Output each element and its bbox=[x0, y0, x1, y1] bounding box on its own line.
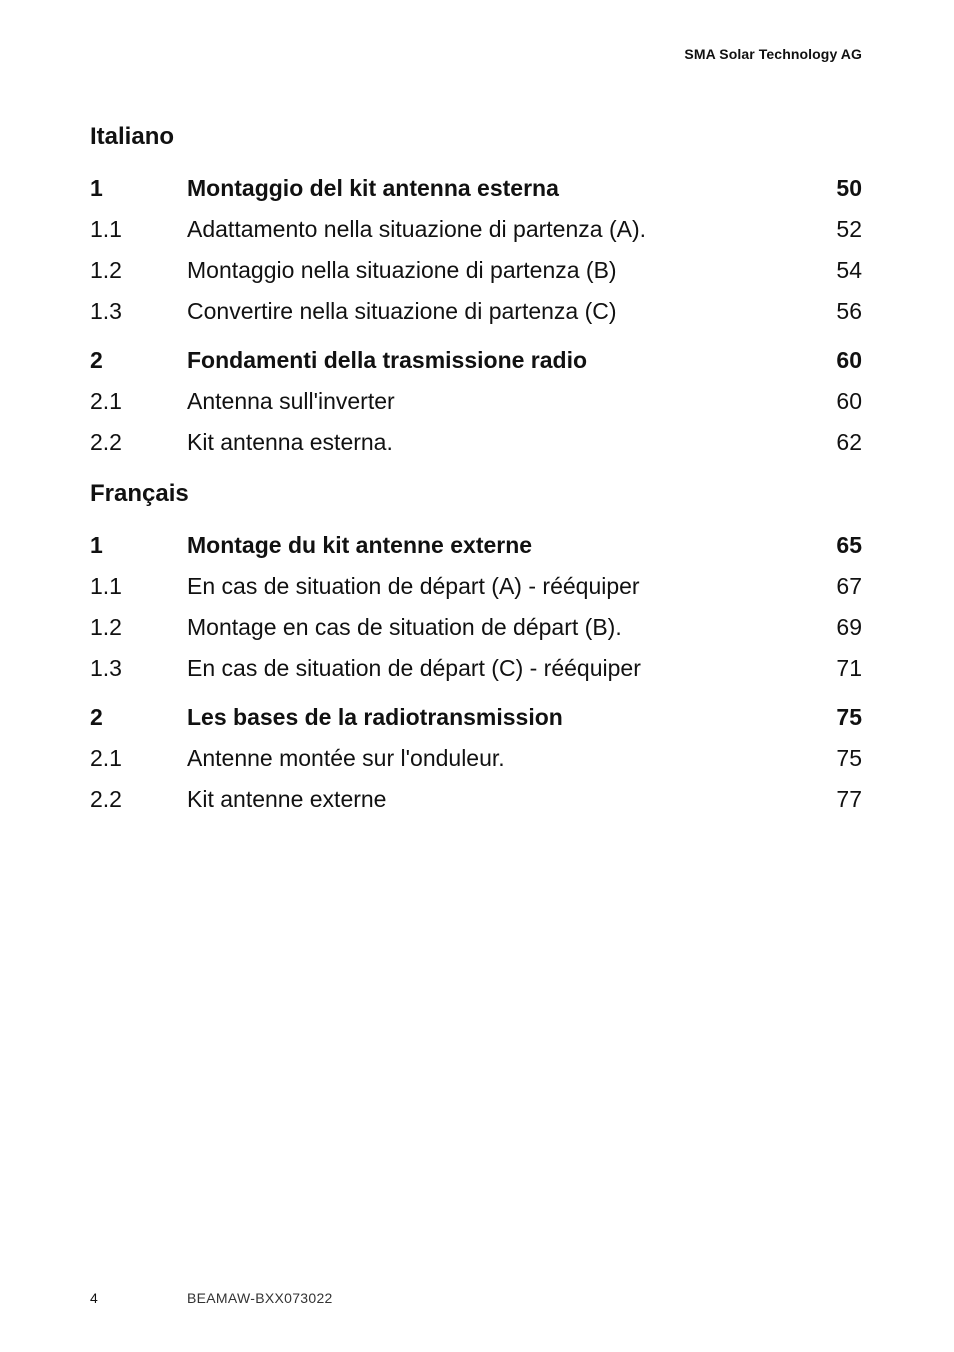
toc-entry-title: En cas de situation de départ (A) - rééquiper bbox=[187, 573, 640, 599]
toc-entry-page: 75 bbox=[836, 704, 862, 730]
toc-entry[interactable] bbox=[90, 209, 862, 250]
toc-entry-title: Montage en cas de situation de départ (B). bbox=[187, 614, 622, 640]
toc-entry-title: Montage du kit antenne externe bbox=[187, 532, 533, 558]
toc-entry-title: Antenne montée sur l'onduleur. bbox=[187, 745, 505, 771]
toc-entry-number: 1 bbox=[90, 175, 103, 201]
toc-entry[interactable] bbox=[90, 738, 862, 779]
toc-entry-page: 67 bbox=[836, 573, 862, 599]
toc-entry-page: 75 bbox=[836, 745, 862, 771]
toc-entry-number: 1.3 bbox=[90, 298, 122, 324]
toc-entry-title: Fondamenti della trasmissione radio bbox=[187, 347, 588, 373]
toc-entry-page: 60 bbox=[836, 388, 862, 414]
toc-entry-number: 1 bbox=[90, 532, 103, 558]
toc-entry-number: 1.3 bbox=[90, 655, 122, 681]
toc-entry-number: 2.2 bbox=[90, 429, 122, 455]
toc-entry-title: Adattamento nella situazione di partenza (A). bbox=[187, 216, 646, 242]
toc-entry[interactable] bbox=[90, 168, 862, 209]
toc-entry-title: Convertire nella situazione di partenza (C) bbox=[187, 298, 617, 324]
toc-entry-number: 2 bbox=[90, 347, 103, 373]
toc-entry-page: 50 bbox=[836, 175, 862, 201]
toc-entry-number: 1.2 bbox=[90, 257, 122, 283]
toc-entry-title: Montaggio nella situazione di partenza (B) bbox=[187, 257, 617, 283]
toc-entry-title: En cas de situation de départ (C) - rééquiper bbox=[187, 655, 641, 681]
toc-entry-number: 2.2 bbox=[90, 786, 122, 812]
footer-document-code: BEAMAW-BXX073022 bbox=[187, 1290, 333, 1306]
footer-page-number: 4 bbox=[90, 1290, 98, 1306]
toc-entry-number: 1.1 bbox=[90, 573, 122, 599]
toc-entry-page: 69 bbox=[836, 614, 862, 640]
toc-entry-page: 52 bbox=[836, 216, 862, 242]
toc-entry-page: 56 bbox=[836, 298, 862, 324]
toc-entry[interactable] bbox=[90, 697, 862, 738]
toc-entry[interactable] bbox=[90, 340, 862, 381]
toc-entry-title: Kit antenna esterna. bbox=[187, 429, 393, 455]
section-heading-italiano: Italiano bbox=[90, 123, 175, 150]
toc-entry-page: 54 bbox=[836, 257, 862, 283]
toc-entry-page: 60 bbox=[836, 347, 862, 373]
table-of-contents bbox=[90, 118, 862, 820]
toc-entry-title: Montaggio del kit antenna esterna bbox=[187, 175, 559, 201]
toc-entry-title: Les bases de la radiotransmission bbox=[187, 704, 563, 730]
toc-entry[interactable] bbox=[90, 607, 862, 648]
toc-entry-title: Kit antenne externe bbox=[187, 786, 387, 812]
toc-entry[interactable] bbox=[90, 648, 862, 689]
toc-entry-number: 1.2 bbox=[90, 614, 122, 640]
toc-entry[interactable] bbox=[90, 525, 862, 566]
toc-entry[interactable] bbox=[90, 381, 862, 422]
header-company-name: SMA Solar Technology AG bbox=[684, 46, 862, 62]
toc-entry[interactable] bbox=[90, 250, 862, 291]
toc-entry-number: 1.1 bbox=[90, 216, 122, 242]
toc-entry-page: 71 bbox=[836, 655, 862, 681]
toc-entry-number: 2.1 bbox=[90, 745, 122, 771]
toc-entry-page: 62 bbox=[836, 429, 862, 455]
toc-entry[interactable] bbox=[90, 566, 862, 607]
toc-entry-page: 65 bbox=[836, 532, 862, 558]
toc-entry-number: 2 bbox=[90, 704, 103, 730]
section-heading-francais: Français bbox=[90, 480, 189, 507]
toc-entry-page: 77 bbox=[836, 786, 862, 812]
toc-entry[interactable] bbox=[90, 422, 862, 463]
toc-entry-number: 2.1 bbox=[90, 388, 122, 414]
toc-entry[interactable] bbox=[90, 291, 862, 332]
toc-entry-title: Antenna sull'inverter bbox=[187, 388, 395, 414]
toc-entry[interactable] bbox=[90, 779, 862, 820]
